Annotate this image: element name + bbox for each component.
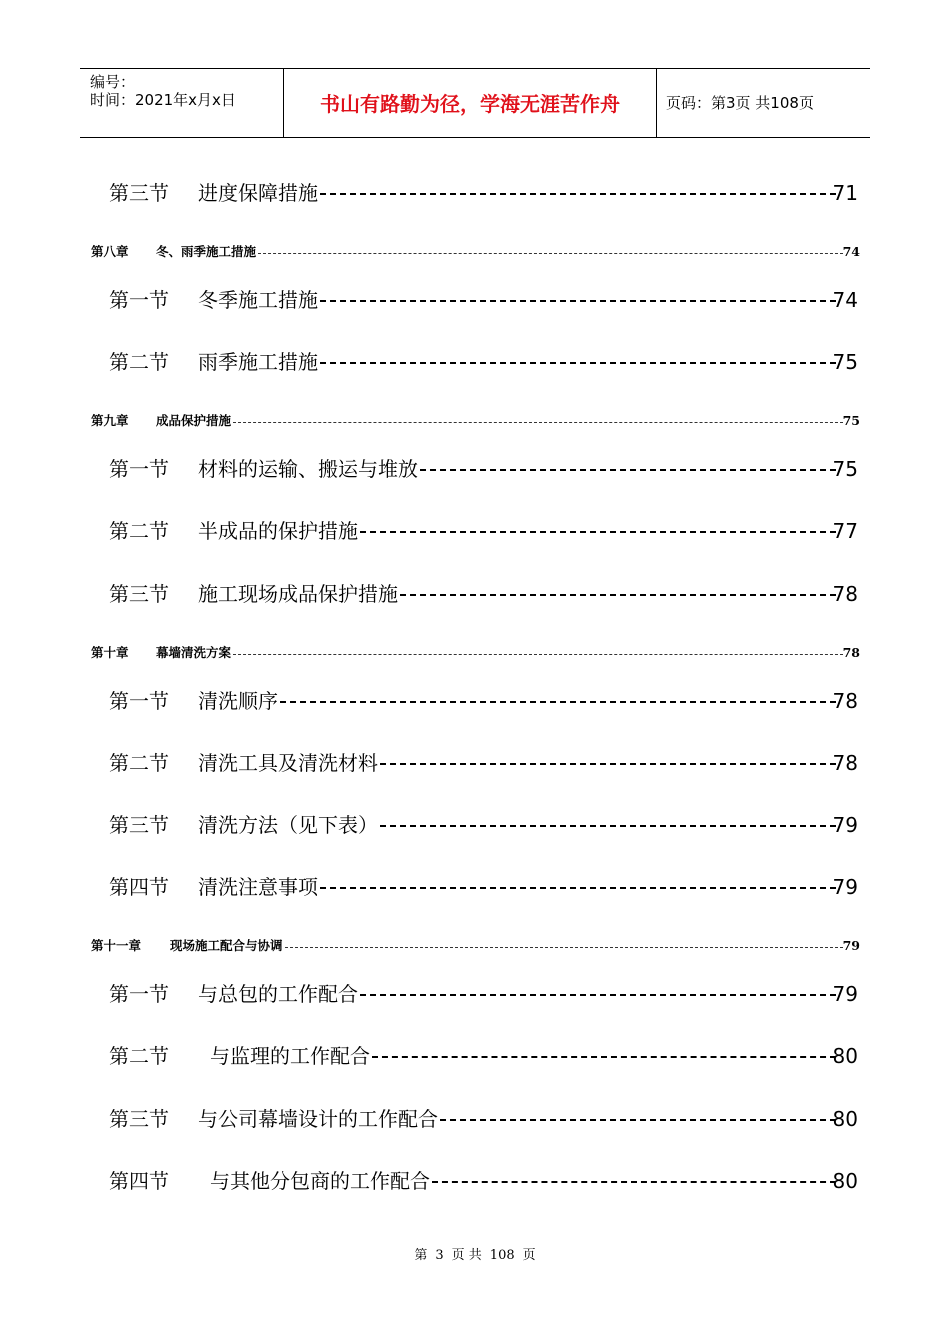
toc-page: 80 xyxy=(832,1169,858,1193)
toc-page: 80 xyxy=(832,1107,858,1131)
toc-title: 与其他分包商的工作配合 xyxy=(210,1169,430,1193)
toc-leader xyxy=(233,422,843,423)
toc-label: 第三节 xyxy=(109,582,169,606)
toc-entry[interactable] xyxy=(0,515,950,547)
serial-label: 编号： xyxy=(90,73,136,91)
toc-entry[interactable] xyxy=(0,177,950,209)
toc-title: 幕墙清洗方案 xyxy=(156,645,232,660)
toc-leader xyxy=(420,469,836,471)
toc-leader xyxy=(360,994,836,996)
toc-chapter-entry[interactable] xyxy=(0,411,950,431)
toc-leader xyxy=(233,654,843,655)
toc-leader xyxy=(320,300,836,302)
toc-title: 与总包的工作配合 xyxy=(198,982,358,1006)
toc-entry[interactable] xyxy=(0,1103,950,1135)
toc-leader xyxy=(360,531,836,533)
toc-entry[interactable] xyxy=(0,284,950,316)
toc-entry[interactable] xyxy=(0,1040,950,1072)
toc-title: 材料的运输、搬运与堆放 xyxy=(198,457,418,481)
toc-entry[interactable] xyxy=(0,1165,950,1197)
toc-leader xyxy=(432,1181,836,1183)
toc-entry[interactable] xyxy=(0,578,950,610)
toc-title: 清洗方法（见下表） xyxy=(198,813,378,837)
toc-label: 第四节 xyxy=(109,875,169,899)
toc-title: 冬、雨季施工措施 xyxy=(156,244,257,259)
toc-page: 78 xyxy=(832,689,858,713)
toc-label: 第二节 xyxy=(109,751,169,775)
footer-prefix: 第 xyxy=(414,1248,428,1263)
toc-entry[interactable] xyxy=(0,809,950,841)
toc-entry[interactable] xyxy=(0,346,950,378)
toc-leader xyxy=(320,193,836,195)
toc-leader xyxy=(320,887,836,889)
toc-label: 第三节 xyxy=(109,813,169,837)
toc-page: 75 xyxy=(832,457,858,481)
header-motto: 书山有路勤为径，学海无涯苦作舟 xyxy=(320,92,620,116)
toc-entry[interactable] xyxy=(0,978,950,1010)
toc-label: 第二节 xyxy=(109,1044,169,1068)
toc-leader xyxy=(320,362,836,364)
toc-leader xyxy=(285,947,843,948)
header-page-cell xyxy=(656,69,870,137)
toc-title: 与公司幕墙设计的工作配合 xyxy=(198,1107,438,1131)
header-meta-cell xyxy=(80,69,283,137)
toc-label: 第一节 xyxy=(109,457,169,481)
toc-page: 80 xyxy=(832,1044,858,1068)
toc-page: 74 xyxy=(842,244,860,259)
toc-label: 第三节 xyxy=(109,181,169,205)
toc-leader xyxy=(280,701,836,703)
footer-suffix: 页 xyxy=(522,1248,536,1263)
toc-label: 第二节 xyxy=(109,350,169,374)
toc-title: 施工现场成品保护措施 xyxy=(198,582,398,606)
toc-chapter-entry[interactable] xyxy=(0,643,950,663)
toc-page: 78 xyxy=(832,751,858,775)
toc-label: 第十章 xyxy=(91,645,129,660)
toc-label: 第十一章 xyxy=(91,938,142,953)
toc-page: 79 xyxy=(832,982,858,1006)
toc-page: 74 xyxy=(832,288,858,312)
toc-page: 78 xyxy=(842,645,860,660)
time-label: 时间：2021年x月x日 xyxy=(90,91,236,109)
toc-leader xyxy=(380,763,836,765)
footer-total-pages: 108 xyxy=(489,1248,515,1263)
toc-title: 清洗工具及清洗材料 xyxy=(198,751,378,775)
toc-title: 清洗顺序 xyxy=(198,689,278,713)
toc-label: 第一节 xyxy=(109,689,169,713)
toc-label: 第九章 xyxy=(91,413,129,428)
toc-title: 半成品的保护措施 xyxy=(198,519,358,543)
toc-page: 77 xyxy=(832,519,858,543)
toc-leader xyxy=(372,1056,836,1058)
header-page-info: 页码：第3页 共108页 xyxy=(666,94,814,112)
toc-chapter-entry[interactable] xyxy=(0,242,950,262)
toc-page: 78 xyxy=(832,582,858,606)
toc-leader xyxy=(380,825,836,827)
toc-title: 进度保障措施 xyxy=(198,181,318,205)
toc-page: 75 xyxy=(832,350,858,374)
toc-entry[interactable] xyxy=(0,747,950,779)
toc-leader xyxy=(400,594,836,596)
toc-title: 成品保护措施 xyxy=(156,413,232,428)
toc-entry[interactable] xyxy=(0,453,950,485)
toc-page: 79 xyxy=(842,938,860,953)
toc-page: 75 xyxy=(842,413,860,428)
toc-title: 与监理的工作配合 xyxy=(210,1044,370,1068)
toc-page: 79 xyxy=(832,875,858,899)
page-footer xyxy=(0,1246,950,1266)
toc-title: 清洗注意事项 xyxy=(198,875,318,899)
toc-label: 第二节 xyxy=(109,519,169,543)
toc-label: 第四节 xyxy=(109,1169,169,1193)
toc-label: 第一节 xyxy=(109,288,169,312)
toc-leader xyxy=(258,253,843,254)
toc-entry[interactable] xyxy=(0,685,950,717)
toc-page: 71 xyxy=(832,181,858,205)
toc-label: 第一节 xyxy=(109,982,169,1006)
toc-entry[interactable] xyxy=(0,871,950,903)
toc-label: 第三节 xyxy=(109,1107,169,1131)
toc-page: 79 xyxy=(832,813,858,837)
toc-title: 雨季施工措施 xyxy=(198,350,318,374)
page-header xyxy=(80,68,870,138)
toc-leader xyxy=(440,1119,836,1121)
footer-current-page: 3 xyxy=(435,1248,444,1263)
toc-chapter-entry[interactable] xyxy=(0,936,950,956)
toc-title: 冬季施工措施 xyxy=(198,288,318,312)
toc-title: 现场施工配合与协调 xyxy=(170,938,283,953)
toc-label: 第八章 xyxy=(91,244,129,259)
header-motto-cell xyxy=(283,69,657,137)
footer-mid: 页 共 xyxy=(451,1248,482,1263)
